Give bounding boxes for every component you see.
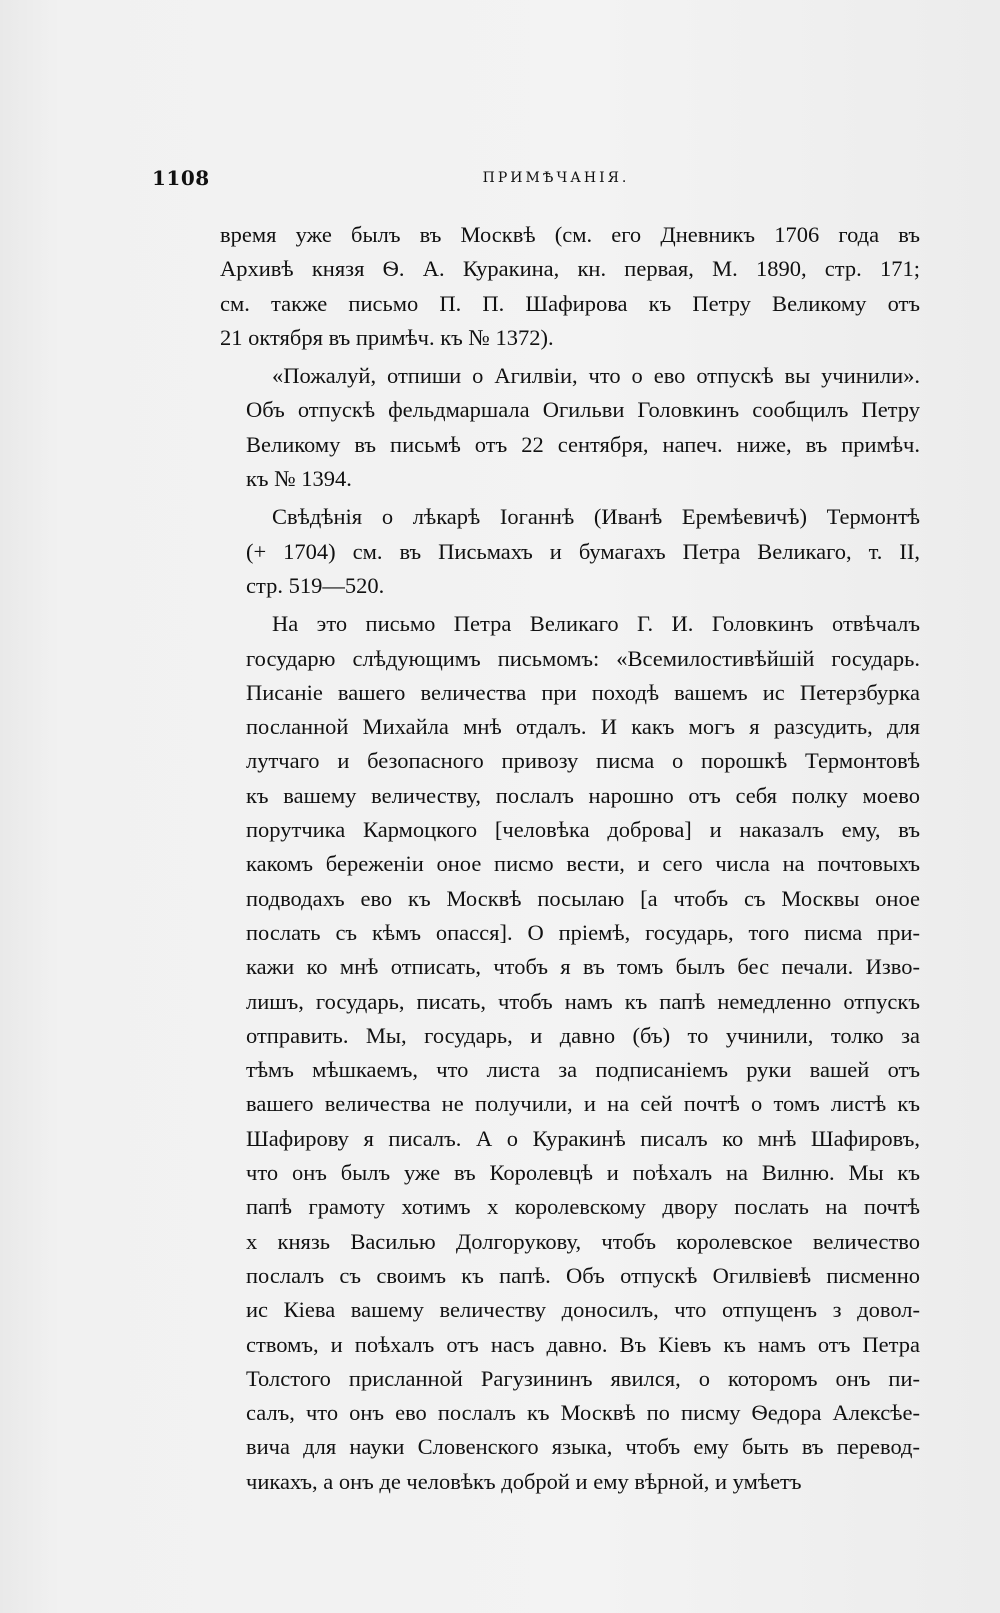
text-line: Шафирову я писалъ. А о Куракинѣ писалъ ко мнѣ Шафировъ, [246, 1125, 920, 1151]
text-line: порутчика Кармоцкого [человѣка доброва] и наказалъ ему, въ [246, 817, 920, 843]
text-line: Объ отпускѣ фельдмаршала Огильви Головкинъ сообщилъ Петру [246, 397, 920, 423]
text-line: вича для науки Словенского языка, чтобъ ему быть въ перевод- [246, 1434, 920, 1460]
text-line: На это письмо Петра Великаго Г. И. Головкинъ отвѣчалъ [272, 611, 920, 637]
paragraph [220, 500, 920, 603]
text-line: 21 октября въ примѣч. къ № 1372). [220, 324, 554, 350]
text-line: время уже былъ въ Москвѣ (см. его Дневникъ 1706 года въ [220, 222, 920, 247]
paragraph [220, 359, 920, 496]
text-line: папѣ грамоту хотимъ х королевскому двору послать на почтѣ [246, 1194, 920, 1220]
text-line: стр. 519—520. [246, 572, 385, 598]
text-line: подводахъ ево къ Москвѣ посылаю [а чтобъ съ Москвы оное [246, 885, 920, 911]
text-line: см. также письмо П. П. Шафирова къ Петру Великому отъ [220, 290, 920, 316]
text-line: чикахъ, а онъ де человѣкъ доброй и ему вѣрной, и умѣетъ [246, 1468, 802, 1494]
text-line: государю слѣдующимъ письмомъ: «Всемилостивѣйшій государь. [246, 645, 920, 671]
paragraph [220, 607, 920, 1499]
text-line: Архивѣ князя Ѳ. А. Куракина, кн. первая, М. 1890, стр. 171; [220, 256, 920, 282]
body-text [220, 218, 920, 1503]
text-line: посланной Михайла мнѣ отдалъ. И какъ могъ я разсудить, для [246, 714, 920, 740]
text-line: Великому въ письмѣ отъ 22 сентября, напеч. ниже, въ примѣч. [246, 431, 920, 457]
running-title: ПРИМѢЧАНІЯ. [482, 170, 630, 186]
text-line: «Пожалуй, отпиши о Агилвіи, что о ево отпускѣ вы учинили». [272, 363, 920, 389]
text-line: какомъ береженіи оное писмо вести, и сего числа на почтовыхъ [246, 851, 920, 877]
text-line: тѣмъ мѣшкаемъ, что листа за подписаніемъ руки вашей отъ [246, 1057, 920, 1083]
text-line: лутчаго и безопасного привозу писма о порошкѣ Термонтовѣ [246, 748, 920, 774]
text-line: ис Кіева вашему величеству доносилъ, что отпущенъ з довол- [246, 1297, 920, 1323]
text-line: ствомъ, и поѣхалъ отъ насъ давно. Въ Кіевъ къ намъ отъ Петра [246, 1331, 920, 1357]
text-line: что онъ былъ уже въ Королевцѣ и поѣхалъ на Вилню. Мы къ [246, 1160, 920, 1186]
text-line: Писаніе вашего величества при походѣ вашемъ ис Петерзбурка [246, 679, 920, 705]
paragraph [220, 218, 920, 355]
page-number: 1108 [152, 166, 210, 190]
page-header [152, 166, 920, 192]
text-line: Свѣдѣнія о лѣкарѣ Іоганнѣ (Иванѣ Еремѣевичѣ) Термонтѣ [272, 504, 920, 530]
text-line: кажи ко мнѣ отписать, чтобъ я въ томъ былъ бес печали. Изво- [246, 954, 920, 980]
text-line: послать съ кѣмъ опасся]. О пріемѣ, государь, того писма при- [246, 919, 920, 945]
text-line: отправить. Мы, государь, и давно (бъ) то учинили, толко за [246, 1022, 920, 1048]
text-line: вашего величества не получили, и на сей почтѣ о томъ листѣ къ [246, 1091, 920, 1117]
text-line: Толстого присланной Рагузининъ явился, о которомъ онъ пи- [246, 1365, 920, 1391]
text-line: салъ, что онъ ево послалъ къ Москвѣ по писму Ѳедора Алексѣе- [246, 1400, 920, 1426]
text-line: послалъ съ своимъ къ папѣ. Объ отпускѣ Огилвіевѣ писменно [246, 1262, 920, 1288]
text-line: къ № 1394. [246, 466, 352, 492]
text-line: (+ 1704) см. въ Письмахъ и бумагахъ Петра Великаго, т. II, [246, 538, 920, 564]
text-line: лишъ, государь, писать, чтобъ намъ къ папѣ немедленно отпускъ [246, 988, 920, 1014]
text-line: х князь Василью Долгорукову, чтобъ королевское величество [246, 1228, 920, 1254]
text-line: къ вашему величеству, послалъ нарошно отъ себя полку моево [246, 782, 920, 808]
